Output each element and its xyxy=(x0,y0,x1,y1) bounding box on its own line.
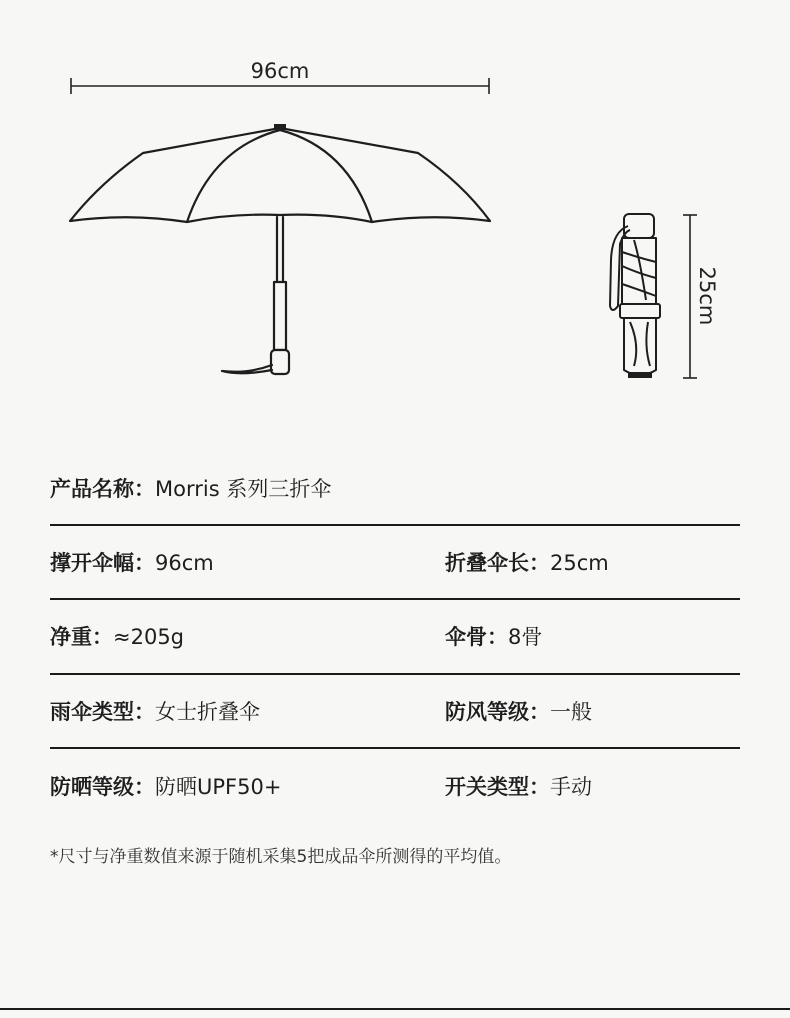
ribs-value: 8骨 xyxy=(508,625,543,649)
divider xyxy=(50,747,740,749)
spec-row-weight-ribs xyxy=(50,617,740,657)
wind-rating-label: 防风等级： xyxy=(445,700,550,724)
net-weight-value: ≈205g xyxy=(113,625,185,649)
spec-row-product-name xyxy=(50,469,740,509)
umbrella-type-label: 雨伞类型： xyxy=(50,700,155,724)
sun-rating-label: 防晒等级： xyxy=(50,775,155,799)
divider xyxy=(50,524,740,526)
product-name-label: 产品名称： xyxy=(50,477,155,501)
folded-length-spec-label: 折叠伞长： xyxy=(445,551,550,575)
open-width-spec-label: 撑开伞幅： xyxy=(50,551,155,575)
spec-row-type-wind xyxy=(50,692,740,732)
umbrella-type-value: 女士折叠伞 xyxy=(155,700,260,724)
divider xyxy=(50,673,740,675)
wind-rating-value: 一般 xyxy=(550,700,592,724)
net-weight-label: 净重： xyxy=(50,625,113,649)
product-name-value: Morris 系列三折伞 xyxy=(155,477,332,501)
divider xyxy=(50,598,740,600)
footnote: *尺寸与净重数值来源于随机采集5把成品伞所测得的平均值。 xyxy=(50,847,512,867)
umbrella-illustration xyxy=(0,0,790,400)
open-width-spec-value: 96cm xyxy=(155,551,214,575)
folded-umbrella-icon xyxy=(610,214,660,378)
bottom-divider xyxy=(0,1008,790,1010)
open-width-label: 96cm xyxy=(250,59,310,83)
spec-row-dimensions xyxy=(50,543,740,583)
operation-type-value: 手动 xyxy=(550,775,592,799)
open-umbrella-icon xyxy=(70,124,490,374)
folded-length-label: 25cm xyxy=(695,266,719,326)
ribs-label: 伞骨： xyxy=(445,625,508,649)
folded-length-spec-value: 25cm xyxy=(550,551,609,575)
spec-row-sun-operation xyxy=(50,767,740,807)
length-dimension-line xyxy=(683,215,697,378)
sun-rating-value: 防晒UPF50+ xyxy=(155,775,282,799)
operation-type-label: 开关类型： xyxy=(445,775,550,799)
